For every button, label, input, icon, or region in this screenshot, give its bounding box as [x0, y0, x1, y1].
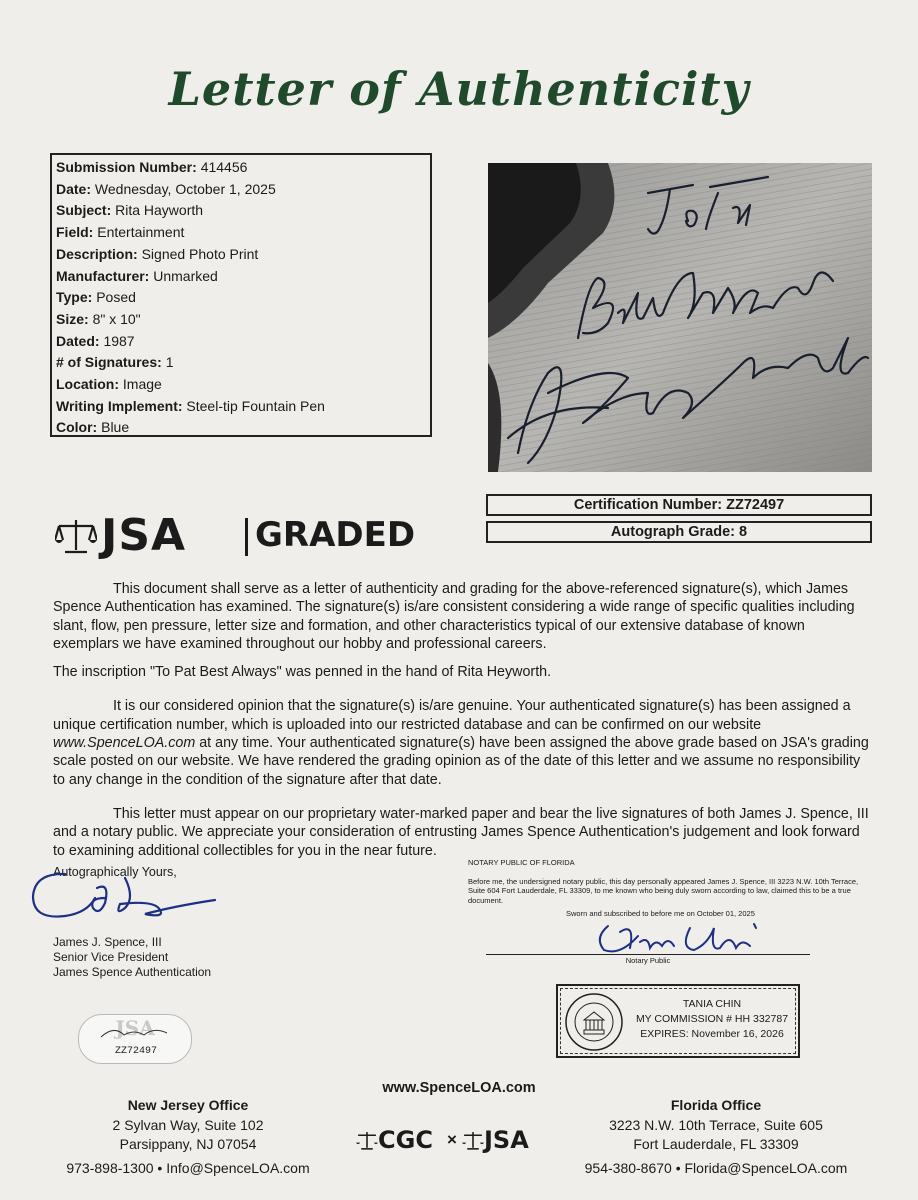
info-value: 1 [165, 354, 174, 371]
hologram-signature [99, 1023, 169, 1043]
fl-office-contact: 954-380-8670 • Florida@SpenceLOA.com [584, 1159, 848, 1176]
footer-website[interactable]: www.SpenceLOA.com [382, 1080, 536, 1096]
scales-icon-small-2 [462, 1131, 484, 1151]
info-label: Location: [56, 376, 119, 393]
info-value: Unmarked [153, 267, 218, 284]
info-label: Field: [56, 224, 94, 241]
paragraph-authenticity: This document shall serve as a letter of authenticity and grading for the above-referenced signature(s), which James Spence Authentication has examined. The signature(s) is/are consistent considering a wide range of specific qualities including slant, flow, pen pressure, letter size and formation, and other characteristics typical of our extensive database of known exemplars we have examined throughout our hobby and professional careers. [53, 581, 855, 652]
info-label: Writing Implement: [56, 397, 183, 414]
info-label: Color: [56, 419, 98, 436]
notary-signature-line [486, 954, 810, 955]
signer-title: Senior Vice President [53, 950, 169, 964]
signed-photo [488, 163, 872, 472]
autograph-grade-box: Autograph Grade: 8 [486, 521, 872, 543]
scales-icon [55, 518, 97, 556]
notary-stamp [556, 984, 800, 1058]
info-label: Submission Number: [56, 159, 197, 175]
fl-office-line1: 3223 N.W. 10th Terrace, Suite 605 [609, 1116, 823, 1133]
info-value: Image [122, 376, 162, 393]
info-value: 414456 [200, 159, 248, 175]
info-value: 1987 [103, 332, 135, 349]
nj-office-heading: New Jersey Office [127, 1097, 249, 1113]
info-value: 8" x 10" [92, 310, 141, 327]
info-value: Rita Hayworth [115, 202, 204, 219]
info-value: Steel-tip Fountain Pen [186, 397, 325, 414]
info-row-description [56, 244, 426, 266]
stamp-commission: MY COMMISSION # HH 332787 [635, 1013, 789, 1025]
signer-company: James Spence Authentication [53, 965, 212, 979]
info-value: Wednesday, October 1, 2025 [94, 180, 276, 197]
jsa-graded-logo [55, 512, 455, 562]
page-title: Letter of Authenticity [168, 62, 750, 116]
info-label: Manufacturer: [56, 267, 150, 284]
stamp-name: TANIA CHIN [682, 998, 742, 1010]
letter-body [53, 580, 871, 860]
opinion-text-cont: at any time. Your authenticated signature(s) have been assigned the above grade based on JSA's grading scale posted on our website. We have rendered the grading opinion as of the date of this letter and we assume no responsibility to any change in the condition of the signature after that date. [53, 735, 869, 788]
signoff-closing: Autographically Yours, [53, 865, 177, 879]
notary-section [468, 858, 860, 919]
nj-office-line2: Parsippany, NJ 07054 [119, 1136, 257, 1152]
cgc-wordmark: CGC [378, 1126, 433, 1154]
info-row-implement [56, 396, 426, 418]
info-label: # of Signatures: [56, 354, 162, 371]
jsa-wordmark: JSA [101, 510, 187, 561]
hologram-sticker [78, 1014, 192, 1064]
notary-text: Before me, the undersigned notary public, this day personally appeared James J. Spence, III 3223 N.W. 10th Terrace, Suite 604 Fort Lauderdale, FL 33309, to me known who being duly sworn according to law, claimed this to be a true document. [468, 876, 859, 905]
hologram-logo: JSA [115, 1016, 155, 1040]
signer-name: James J. Spence, III [53, 935, 162, 949]
info-label: Dated: [56, 332, 100, 349]
hologram-code: ZZ72497 [115, 1046, 158, 1057]
graded-wordmark: GRADED [255, 515, 416, 555]
info-row-manufacturer [56, 266, 426, 288]
info-row-type [56, 287, 426, 309]
stamp-text [628, 997, 796, 1042]
info-value: Blue [101, 419, 130, 436]
info-row-location [56, 374, 426, 396]
logo-divider [245, 518, 248, 556]
info-row-dated [56, 331, 426, 353]
info-label: Subject: [56, 202, 112, 219]
spence-signature [25, 868, 225, 928]
stamp-expires: EXPIRES: November 16, 2026 [640, 1028, 784, 1040]
fl-office-heading: Florida Office [670, 1097, 762, 1113]
info-row-color [56, 417, 426, 439]
paragraph-opinion [53, 697, 871, 788]
nj-office-line1: 2 Sylvan Way, Suite 102 [112, 1116, 264, 1133]
nj-office [50, 1096, 326, 1178]
scales-icon-small [356, 1131, 378, 1151]
opinion-text: It is our considered opinion that the signature(s) is/are genuine. Your authenticated signature(s) has been assigned a unique certification number, which is uploaded into our restricted database and can be confirmed on our website [53, 698, 851, 733]
fl-office-line2: Fort Lauderdale, FL 33309 [633, 1136, 799, 1152]
notary-seal-icon [564, 992, 624, 1052]
notary-heading: NOTARY PUBLIC OF FLORIDA [468, 858, 575, 867]
signed-photo-image [488, 163, 872, 472]
info-label: Size: [56, 310, 89, 327]
cgc-jsa-logo [356, 1126, 566, 1156]
nj-office-contact: 973-898-1300 • Info@SpenceLOA.com [66, 1159, 310, 1176]
info-value: Signed Photo Print [141, 245, 259, 262]
info-row-submission [56, 157, 426, 179]
info-row-signatures [56, 352, 426, 374]
info-row-subject [56, 200, 426, 222]
info-value: Posed [96, 289, 136, 306]
notary-sworn: Sworn and subscribed to before me on October 01, 2025 [566, 909, 755, 918]
times-symbol: × [447, 1130, 457, 1149]
info-row-date [56, 179, 426, 201]
info-label: Date: [56, 180, 92, 197]
notary-label: Notary Public [625, 956, 671, 965]
website-link[interactable]: www.SpenceLOA.com [53, 735, 196, 752]
info-row-size [56, 309, 426, 331]
signer-block [53, 935, 211, 980]
info-row-field [56, 222, 426, 244]
info-label: Description: [56, 245, 138, 262]
info-value: Entertainment [97, 224, 185, 241]
fl-office [572, 1096, 860, 1178]
paragraph-inscription: The inscription "To Pat Best Always" was penned in the hand of Rita Heyworth. [53, 664, 552, 681]
submission-details-box [50, 153, 432, 437]
certification-number-box: Certification Number: ZZ72497 [486, 494, 872, 516]
paragraph-watermark: This letter must appear on our proprietary water-marked paper and bear the live signatures of both James J. Spence, III and a notary public. We appreciate your consideration of entrusting James Spence Authentication's judgement and look forward to examining additional collectibles for you in the near future. [53, 805, 869, 859]
jsa-footer-wordmark: JSA [484, 1126, 529, 1154]
info-label: Type: [56, 289, 93, 306]
